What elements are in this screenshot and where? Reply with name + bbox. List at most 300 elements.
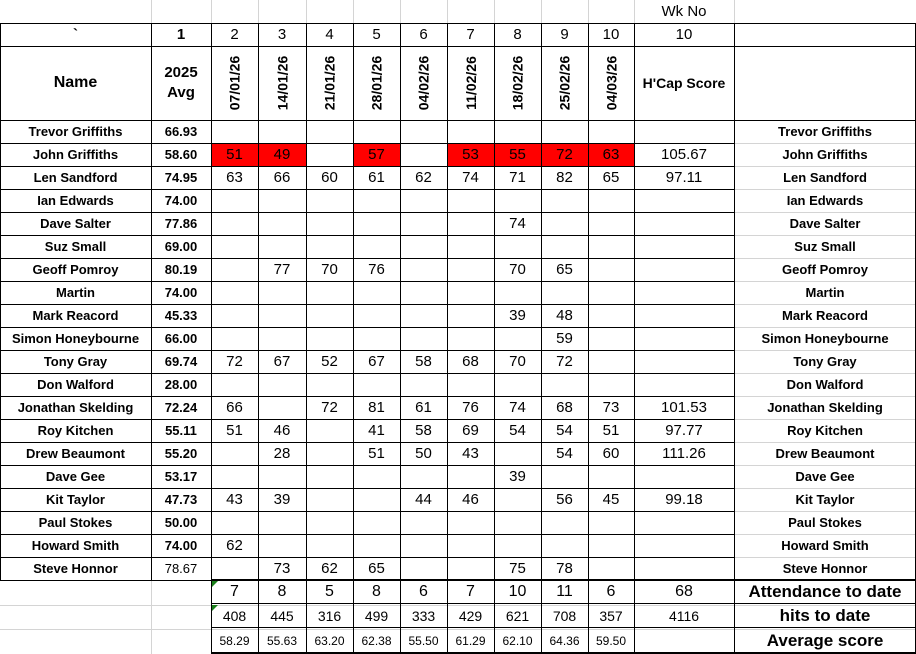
- score-cell: [588, 120, 634, 143]
- hcap-score: [634, 511, 734, 534]
- score-cell: 73: [273, 560, 291, 577]
- hits-total: 4116: [668, 608, 700, 624]
- player-avg: 72.24: [164, 400, 198, 415]
- score-cell: [306, 419, 353, 442]
- score-cell: 60: [321, 169, 338, 186]
- score-cell: [400, 212, 447, 235]
- score-cell: [306, 488, 353, 511]
- player-avg: 74.00: [164, 538, 198, 553]
- wk-no-value: 10: [675, 26, 693, 43]
- hcap-score: [634, 189, 734, 212]
- score-cell: [211, 511, 258, 534]
- average-score: 58.29: [219, 633, 250, 648]
- score-cell: [211, 373, 258, 396]
- week-number: 3: [277, 26, 287, 43]
- score-cell: [258, 511, 306, 534]
- tick-mark: `: [73, 26, 78, 43]
- player-avg: 74.95: [164, 170, 198, 185]
- score-cell: [588, 258, 634, 281]
- date-label: 04/03/26: [603, 55, 619, 111]
- week-number: 7: [466, 26, 475, 43]
- comment-marker-icon: [212, 581, 218, 587]
- score-cell: [400, 327, 447, 350]
- score-cell: [588, 465, 634, 488]
- score-cell: 60: [602, 445, 620, 462]
- attendance-count: 6: [419, 583, 428, 600]
- score-cell: 44: [415, 491, 432, 508]
- average-score: 63.20: [314, 633, 345, 648]
- score-cell: [306, 281, 353, 304]
- hcap-score-header: H'Cap Score: [642, 75, 726, 91]
- score-cell: [447, 212, 494, 235]
- score-cell: 66: [226, 399, 243, 416]
- score-cell: 58: [415, 422, 432, 439]
- comment-marker-icon: [212, 605, 218, 611]
- attendance-count: 8: [277, 583, 287, 600]
- player-avg: 28.00: [164, 377, 198, 392]
- score-cell: [353, 534, 400, 557]
- score-cell: [306, 120, 353, 143]
- score-cell: 75: [509, 560, 526, 577]
- score-cell: [447, 373, 494, 396]
- score-cell: [306, 373, 353, 396]
- score-cell: [494, 327, 541, 350]
- date-label: 18/02/26: [509, 55, 526, 111]
- score-cell: [447, 304, 494, 327]
- player-name: Dave Salter: [40, 216, 111, 231]
- week-number: 8: [513, 26, 522, 43]
- score-cell: [447, 511, 494, 534]
- date-header: [258, 46, 306, 120]
- attendance-count: 7: [230, 583, 239, 600]
- score-cell: [353, 327, 400, 350]
- score-cell: [353, 465, 400, 488]
- score-cell: [400, 281, 447, 304]
- date-label: 11/02/26: [462, 56, 479, 110]
- hits-count: 708: [552, 608, 577, 624]
- score-cell: [494, 488, 541, 511]
- score-cell: [494, 534, 541, 557]
- hits-count: 316: [317, 608, 342, 624]
- hits-count: 333: [411, 608, 436, 624]
- score-cell: 59: [556, 330, 573, 347]
- score-cell: [400, 235, 447, 258]
- hits-label: hits to date: [779, 606, 871, 625]
- player-name-right: Len Sandford: [783, 170, 867, 185]
- score-cell: 65: [602, 169, 620, 186]
- player-name: Kit Taylor: [46, 492, 105, 507]
- player-name-right: Trevor Griffiths: [778, 124, 872, 139]
- score-cell: [258, 281, 306, 304]
- score-cell: 76: [368, 261, 385, 278]
- player-name-right: Kit Taylor: [795, 492, 855, 507]
- hcap-score: [634, 465, 734, 488]
- attendance-count: 8: [372, 583, 381, 600]
- player-avg: 80.19: [164, 262, 198, 277]
- score-cell: 72: [556, 353, 573, 370]
- score-cell: [494, 281, 541, 304]
- score-cell: [306, 189, 353, 212]
- score-cell: [447, 534, 494, 557]
- player-name: Don Walford: [37, 377, 114, 392]
- score-cell: [541, 189, 588, 212]
- average-score: 61.29: [455, 633, 486, 648]
- column-number: 1: [176, 26, 186, 43]
- player-name-right: Drew Beaumont: [775, 446, 875, 461]
- score-cell: 81: [368, 399, 385, 416]
- score-cell: 61: [368, 169, 385, 186]
- week-number: 10: [602, 26, 620, 43]
- date-header: [306, 46, 353, 120]
- score-cell: [400, 557, 447, 580]
- score-cell: [494, 511, 541, 534]
- score-cell: [588, 304, 634, 327]
- player-name-right: John Griffiths: [782, 147, 868, 162]
- score-cell: [258, 534, 306, 557]
- score-cell: 39: [273, 491, 291, 508]
- hcap-score: [634, 258, 734, 281]
- score-cell: [447, 281, 494, 304]
- hcap-score: [634, 120, 734, 143]
- score-cell: 51: [368, 445, 385, 462]
- score-cell: [447, 120, 494, 143]
- score-cell: 72: [226, 353, 243, 370]
- attendance-count: 7: [466, 583, 475, 600]
- average-score: 55.63: [266, 633, 298, 648]
- attendance-count: 10: [508, 583, 527, 600]
- score-cell: 51: [226, 422, 243, 439]
- score-cell: [353, 373, 400, 396]
- score-cell: 57: [368, 146, 385, 163]
- score-cell: [447, 189, 494, 212]
- player-name-right: Paul Stokes: [788, 515, 862, 530]
- score-cell: [588, 350, 634, 373]
- score-cell: [258, 120, 306, 143]
- score-cell: [447, 557, 494, 580]
- player-avg: 69.74: [164, 354, 198, 369]
- hcap-score: [634, 534, 734, 557]
- score-cell: 61: [415, 399, 432, 416]
- score-cell: 73: [602, 399, 620, 416]
- score-cell: 54: [556, 422, 573, 439]
- score-cell: [306, 143, 353, 166]
- score-cell: [258, 189, 306, 212]
- hcap-score: [634, 373, 734, 396]
- score-cell: [353, 304, 400, 327]
- score-cell: [353, 212, 400, 235]
- hcap-score: [634, 235, 734, 258]
- date-label: 14/01/26: [274, 55, 290, 111]
- player-avg: 69.00: [164, 239, 198, 254]
- week-number: 6: [419, 26, 428, 43]
- hits-count: 408: [222, 608, 247, 624]
- score-cell: [400, 143, 447, 166]
- score-cell: 63: [226, 169, 243, 186]
- week-number: 5: [372, 26, 381, 43]
- score-cell: [541, 212, 588, 235]
- player-name-right: Dave Salter: [789, 216, 861, 231]
- score-cell: [306, 327, 353, 350]
- score-cell: [306, 304, 353, 327]
- score-cell: 62: [226, 537, 243, 554]
- score-cell: [588, 189, 634, 212]
- score-cell: 55: [509, 146, 526, 163]
- score-cell: [258, 396, 306, 419]
- score-cell: [211, 258, 258, 281]
- date-label: 25/02/26: [556, 55, 573, 111]
- score-cell: [541, 235, 588, 258]
- score-cell: [494, 189, 541, 212]
- score-cell: 69: [462, 422, 479, 439]
- score-cell: [211, 327, 258, 350]
- score-cell: [211, 281, 258, 304]
- score-cell: 52: [321, 353, 338, 370]
- player-name-right: Martin: [805, 285, 845, 300]
- score-cell: [258, 465, 306, 488]
- player-avg: 50.00: [164, 515, 198, 530]
- date-header: [400, 46, 447, 120]
- hcap-score: [634, 327, 734, 350]
- average-score: 62.10: [502, 633, 533, 648]
- score-cell: [211, 120, 258, 143]
- attendance-label: Attendance to date: [748, 582, 902, 601]
- score-cell: 72: [556, 146, 573, 163]
- date-header: [447, 46, 494, 120]
- player-avg: 45.33: [164, 308, 198, 323]
- score-cell: [211, 304, 258, 327]
- score-cell: [541, 120, 588, 143]
- score-cell: 51: [602, 422, 620, 439]
- week-number: 9: [560, 26, 569, 43]
- player-name: Len Sandford: [33, 170, 118, 185]
- player-name-right: Ian Edwards: [786, 193, 864, 208]
- score-cell: 56: [556, 491, 573, 508]
- player-name: Paul Stokes: [38, 515, 113, 530]
- average-score: 55.50: [408, 633, 439, 648]
- hits-count: 499: [364, 608, 389, 624]
- hcap-score: [634, 350, 734, 373]
- player-name-right: Steve Honnor: [782, 561, 868, 576]
- score-cell: [306, 534, 353, 557]
- date-header: [494, 46, 541, 120]
- player-name: Howard Smith: [31, 538, 120, 553]
- score-cell: [400, 511, 447, 534]
- player-name-right: Mark Reacord: [782, 308, 868, 323]
- score-cell: [588, 511, 634, 534]
- wk-no-label: Wk No: [661, 3, 707, 20]
- player-name-right: Jonathan Skelding: [767, 400, 883, 415]
- score-cell: [211, 465, 258, 488]
- score-cell: [258, 235, 306, 258]
- player-avg: 58.60: [164, 147, 198, 162]
- score-cell: 65: [368, 560, 385, 577]
- score-cell: [306, 465, 353, 488]
- player-name-right: Howard Smith: [781, 538, 869, 553]
- score-cell: [588, 212, 634, 235]
- score-cell: 78: [556, 560, 573, 577]
- score-cell: [588, 373, 634, 396]
- score-cell: 67: [368, 353, 385, 370]
- player-name: Suz Small: [44, 239, 107, 254]
- week-number: 2: [230, 26, 239, 43]
- score-cell: [258, 304, 306, 327]
- score-cell: 63: [602, 146, 620, 163]
- attendance-total: 68: [675, 583, 693, 600]
- hcap-score: 97.77: [665, 422, 703, 439]
- score-cell: 48: [556, 307, 573, 324]
- score-cell: [400, 373, 447, 396]
- score-cell: 54: [556, 445, 573, 462]
- score-cell: [353, 511, 400, 534]
- score-cell: 39: [509, 307, 526, 324]
- score-cell: 43: [226, 491, 243, 508]
- score-cell: 53: [462, 146, 479, 163]
- score-cell: [494, 373, 541, 396]
- score-cell: [211, 189, 258, 212]
- score-cell: 41: [368, 422, 385, 439]
- player-name-right: Don Walford: [786, 377, 864, 392]
- average-score: 64.36: [549, 633, 580, 648]
- score-cell: 66: [273, 169, 291, 186]
- hcap-score: 99.18: [665, 491, 703, 508]
- score-cell: 28: [273, 445, 291, 462]
- score-cell: 82: [556, 169, 573, 186]
- player-name: Ian Edwards: [37, 193, 114, 208]
- date-label: 28/01/26: [368, 55, 385, 111]
- player-avg: 47.73: [164, 492, 198, 507]
- date-header: [588, 46, 634, 120]
- score-cell: [588, 235, 634, 258]
- score-cell: 70: [509, 261, 526, 278]
- score-cell: 49: [273, 146, 291, 163]
- score-cell: 77: [273, 261, 291, 278]
- score-cell: [447, 327, 494, 350]
- score-cell: [588, 327, 634, 350]
- score-cell: [306, 511, 353, 534]
- score-cell: 67: [273, 353, 291, 370]
- hcap-score: 97.11: [665, 169, 703, 186]
- hits-count: 429: [458, 608, 483, 624]
- player-avg: 66.93: [164, 124, 198, 139]
- player-avg: 66.00: [164, 331, 198, 346]
- score-cell: [353, 120, 400, 143]
- player-avg: 74.00: [164, 285, 198, 300]
- score-cell: [588, 281, 634, 304]
- score-cell: [447, 258, 494, 281]
- score-cell: [211, 212, 258, 235]
- score-cell: [353, 281, 400, 304]
- score-cell: [447, 235, 494, 258]
- score-cell: [306, 212, 353, 235]
- player-name: John Griffiths: [32, 147, 119, 162]
- score-cell: 62: [415, 169, 432, 186]
- score-cell: [541, 465, 588, 488]
- score-cell: 68: [556, 399, 573, 416]
- score-cell: [258, 373, 306, 396]
- date-label: 07/01/26: [226, 55, 243, 111]
- hcap-score: [634, 304, 734, 327]
- score-cell: 74: [509, 215, 526, 232]
- player-name: Tony Gray: [43, 354, 108, 369]
- score-cell: [258, 327, 306, 350]
- score-cell: [258, 212, 306, 235]
- score-cell: [494, 120, 541, 143]
- player-name-right: Roy Kitchen: [787, 423, 863, 438]
- score-cell: [541, 511, 588, 534]
- score-cell: 70: [509, 353, 526, 370]
- player-name-right: Simon Honeybourne: [761, 331, 889, 346]
- score-cell: [306, 235, 353, 258]
- player-name: Dave Gee: [45, 469, 106, 484]
- score-cell: [353, 488, 400, 511]
- player-name: Drew Beaumont: [26, 446, 125, 461]
- average-label: Average score: [766, 630, 884, 650]
- score-cell: [353, 189, 400, 212]
- score-cell: [588, 534, 634, 557]
- date-label: 04/02/26: [415, 55, 432, 111]
- avg-header: [151, 46, 211, 120]
- score-cell: 62: [321, 560, 338, 577]
- player-name-right: Geoff Pomroy: [782, 262, 868, 277]
- score-cell: 72: [321, 399, 338, 416]
- score-cell: 46: [273, 422, 291, 439]
- score-cell: 71: [509, 169, 526, 186]
- player-name-right: Dave Gee: [795, 469, 855, 484]
- player-avg: 77.86: [164, 216, 198, 231]
- score-cell: 45: [602, 491, 620, 508]
- score-cell: [447, 465, 494, 488]
- score-cell: [541, 534, 588, 557]
- hits-count: 621: [505, 608, 530, 624]
- score-cell: 70: [321, 261, 338, 278]
- score-cell: 39: [509, 468, 526, 485]
- hcap-score: 111.26: [662, 445, 706, 462]
- score-cell: [400, 189, 447, 212]
- player-avg: 78.67: [164, 561, 198, 576]
- player-name-right: Tony Gray: [793, 354, 857, 369]
- player-name: Mark Reacord: [32, 308, 119, 323]
- score-cell: [400, 304, 447, 327]
- date-header: [353, 46, 400, 120]
- score-cell: [400, 465, 447, 488]
- score-cell: [541, 373, 588, 396]
- score-cell: [400, 534, 447, 557]
- score-cell: 51: [226, 146, 243, 163]
- score-cell: [211, 235, 258, 258]
- hcap-score: [634, 281, 734, 304]
- player-name: Jonathan Skelding: [17, 400, 134, 415]
- hcap-score: 101.53: [661, 399, 707, 416]
- score-cell: 74: [462, 169, 479, 186]
- avg-header-label: Avg: [167, 84, 195, 101]
- hits-count: 357: [599, 608, 623, 624]
- date-header: [541, 46, 588, 120]
- date-label: 21/01/26: [321, 55, 338, 111]
- name-header: Name: [53, 74, 98, 91]
- attendance-count: 6: [606, 583, 616, 600]
- player-avg: 53.17: [164, 469, 198, 484]
- score-cell: [588, 557, 634, 580]
- player-name: Simon Honeybourne: [11, 331, 140, 346]
- score-cell: 46: [462, 491, 479, 508]
- hits-count: 445: [270, 608, 294, 624]
- score-cell: [494, 442, 541, 465]
- score-cell: [306, 442, 353, 465]
- attendance-count: 11: [556, 583, 573, 600]
- score-cell: 58: [415, 353, 432, 370]
- score-cell: [353, 235, 400, 258]
- score-cell: [400, 120, 447, 143]
